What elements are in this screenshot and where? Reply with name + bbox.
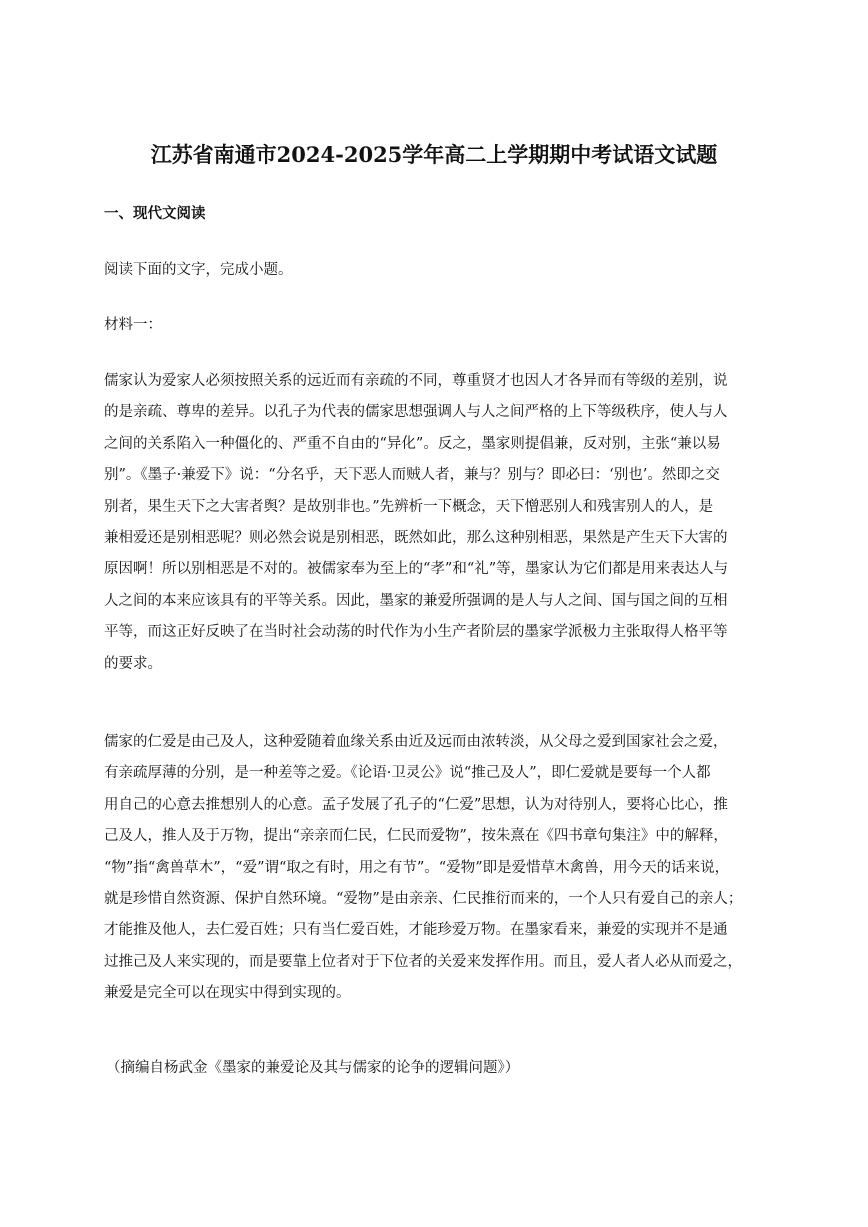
source-citation: （摘编自杨武金《墨家的兼爱论及其与儒家的论争的逻辑问题》） (106, 1060, 520, 1076)
paragraph-line: 儒家的仁爱是由己及人，这种爱随着血缘关系由近及远而由浓转淡，从父母之爱到国家社会之爱， (104, 734, 728, 750)
paragraph-line: 之间的关系陷入一种僵化的、严重不自由的“异化”。反之，墨家则提倡兼，反对别，主张“兼以易 (104, 435, 721, 452)
paragraph-line: 人之间的本来应该具有的平等关系。因此，墨家的兼爱所强调的是人与人之间、国与国之间的互相 (104, 592, 728, 609)
paragraph-line: 就是珍惜自然资源、保护自然环境。“爱物”是由亲亲、仁民推衍而来的，一个人只有爱自己的亲人； (104, 891, 743, 908)
paragraph-line: 才能推及他人，去仁爱百姓；只有当仁爱百姓，才能珍爱万物。在墨家看来，兼爱的实现并不是通 (104, 922, 728, 939)
paragraph-line: 过推己及人来实现的，而是要靠上位者对于下位者的关爱来发挥作用。而且，爱人者人必从而爱之， (104, 953, 742, 970)
paragraph-line: 己及人，推人及于万物，提出“亲亲而仁民，仁民而爱物”，按朱熹在《四书章句集注》中的解释， (104, 828, 728, 845)
paragraph-line: 兼相爱还是别相恶呢？则必然会说是别相恶，既然如此，那么这种别相恶，果然是产生天下大害的 (104, 530, 728, 547)
paragraph-line: 原因啊！所以别相恶是不对的。被儒家奉为至上的“孝”和“礼”等，墨家认为它们都是用来表达人与 (104, 561, 729, 578)
section-heading: 一、现代文阅读 (104, 205, 206, 222)
paragraph-line: 有亲疏厚薄的分别，是一种差等之爱。《论语·卫灵公》说“推己及人”，即仁爱就是要每一个人都 (104, 765, 711, 782)
paragraph-line: 别者，果生天下之大害者舆？是故别非也。”先辨析一下概念，天下憎恶别人和残害别人的人，是 (104, 498, 714, 515)
paragraph-line: 儒家认为爱家人必须按照关系的远近而有亲疏的不同，尊重贤才也因人才各异而有等级的差别，说 (104, 373, 728, 389)
paragraph-line: 别”。《墨子·兼爱下》说：“分名乎，天下恶人而贼人者，兼与？别与？即必曰：‘别也’。然即之交 (104, 467, 720, 484)
paragraph-line: “物”指“禽兽草木”，“爱”谓“取之有时，用之有节”。“爱物”即是爱惜草木禽兽，用今天的话来说， (104, 859, 730, 876)
paragraph-line: 的要求。 (104, 655, 162, 672)
paragraph-line: 兼爱是完全可以在现实中得到实现的。 (104, 985, 351, 1002)
paragraph-line: 用自己的心意去推想别人的心意。孟子发展了孔子的“仁爱”思想，认为对待别人，要将心比心，推 (104, 796, 728, 813)
paragraph-1 (104, 366, 764, 680)
reading-instruction: 阅读下面的文字，完成小题。 (104, 262, 293, 278)
material-label: 材料一： (104, 317, 162, 333)
paragraph-2 (104, 727, 764, 1010)
document-title: 江苏省南通市2024-2025学年高二上学期期中考试语文试题 (150, 142, 718, 167)
paragraph-line: 的是亲疏、尊卑的差异。以孔子为代表的儒家思想强调人与人之间严格的上下等级秩序，使人与人 (104, 404, 728, 421)
paragraph-line: 平等，而这正好反映了在当时社会动荡的时代作为小生产者阶层的墨家学派极力主张取得人格平等 (104, 624, 728, 641)
